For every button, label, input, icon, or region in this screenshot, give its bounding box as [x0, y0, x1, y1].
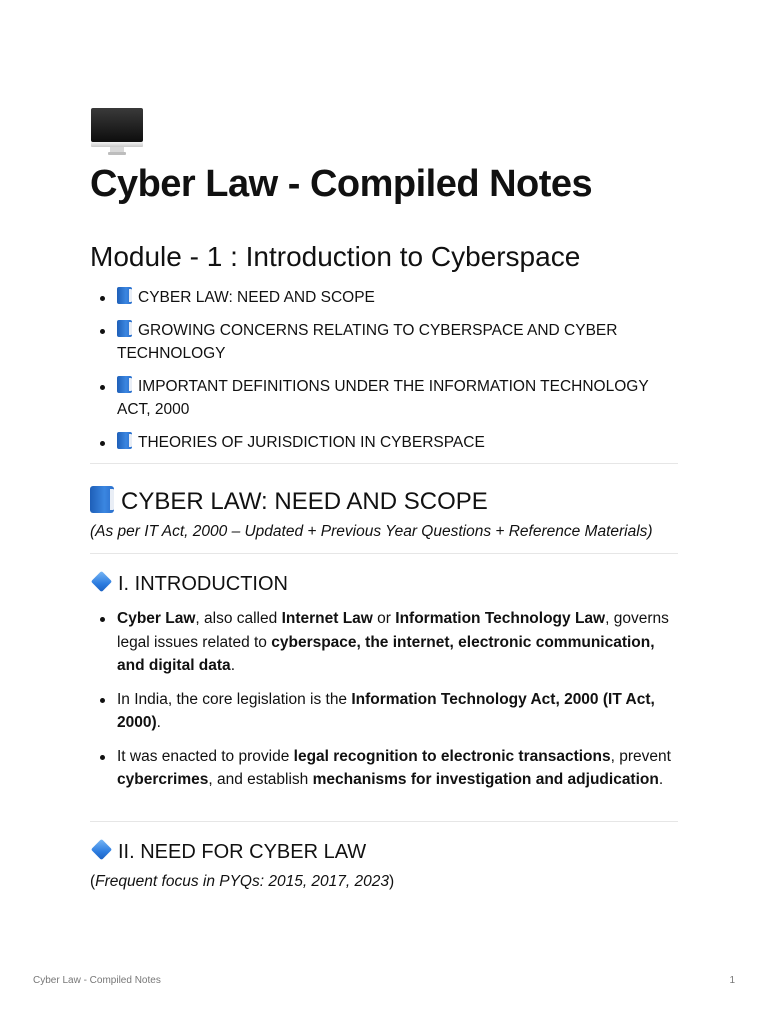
text: . — [658, 771, 664, 788]
text-bold: Information Technology Law — [395, 610, 606, 627]
text: In India, the core legislation is the — [117, 690, 352, 708]
toc-item[interactable] — [90, 431, 678, 455]
text-bold: mechanisms for investigation and adjudication — [312, 771, 659, 788]
toc-item[interactable] — [90, 375, 678, 422]
introduction-list — [90, 607, 678, 802]
section-heading-text: CYBER LAW: NEED AND SCOPE — [121, 488, 488, 515]
text: It was enacted to provide — [117, 747, 294, 765]
section-subtitle: (As per IT Act, 2000 – Updated + Previous Year Questions + Reference Materials) — [90, 523, 653, 540]
blue-diamond-icon — [91, 571, 112, 592]
text: . — [156, 714, 161, 731]
toc-item-label: THEORIES OF JURISDICTION IN CYBERSPACE — [138, 433, 485, 451]
text-bold: cyberspace, the internet, electronic communication, and digital data — [117, 633, 655, 674]
text-bold: legal recognition to electronic transactions — [293, 747, 611, 765]
blue-book-icon — [117, 287, 132, 304]
text: , prevent — [610, 747, 671, 765]
toc-list — [90, 286, 678, 463]
introduction-heading — [90, 573, 288, 596]
blue-book-icon — [117, 432, 132, 449]
page-number: 1 — [729, 975, 735, 986]
introduction-heading-text: I. INTRODUCTION — [118, 573, 288, 595]
page-title: Cyber Law - Compiled Notes — [90, 163, 593, 205]
footer-title: Cyber Law - Compiled Notes — [33, 975, 161, 986]
text: , and establish — [208, 771, 313, 788]
text: , governs legal issues related to — [117, 610, 669, 651]
text-bold: Internet Law — [281, 610, 373, 627]
desktop-computer-icon — [90, 107, 144, 157]
text: or — [372, 610, 396, 627]
text-bold: cybercrimes — [117, 771, 209, 788]
module-heading: Module - 1 : Introduction to Cyberspace — [90, 241, 581, 272]
list-item — [90, 607, 678, 678]
toc-item[interactable] — [90, 286, 678, 310]
text-bold: Information Technology Act, 2000 (IT Act, 2000) — [117, 690, 655, 731]
blue-book-icon — [117, 320, 132, 337]
blue-diamond-icon — [91, 839, 112, 860]
pyq-note — [90, 873, 394, 891]
text-bold: Cyber Law — [117, 610, 196, 627]
text: ) — [389, 873, 395, 890]
divider — [90, 463, 678, 464]
blue-book-icon — [117, 376, 132, 393]
toc-item[interactable] — [90, 319, 678, 366]
need-heading-text: II. NEED FOR CYBER LAW — [118, 841, 367, 863]
toc-item-label: CYBER LAW: NEED AND SCOPE — [138, 289, 375, 306]
list-item — [90, 688, 678, 735]
toc-item-label: IMPORTANT DEFINITIONS UNDER THE INFORMATION TECHNOLOGY ACT, 2000 — [117, 377, 649, 418]
blue-book-icon — [90, 486, 114, 513]
text-italic: Frequent focus in PYQs: 2015, 2017, 2023 — [95, 873, 390, 890]
text: . — [230, 657, 235, 674]
text: , also called — [195, 610, 282, 627]
divider — [90, 821, 678, 822]
toc-item-label: GROWING CONCERNS RELATING TO CYBERSPACE AND CYBER TECHNOLOGY — [117, 321, 618, 362]
divider — [90, 553, 678, 554]
text: ( — [90, 873, 96, 890]
need-heading — [90, 841, 366, 864]
section-heading — [90, 486, 488, 516]
list-item — [90, 745, 678, 792]
